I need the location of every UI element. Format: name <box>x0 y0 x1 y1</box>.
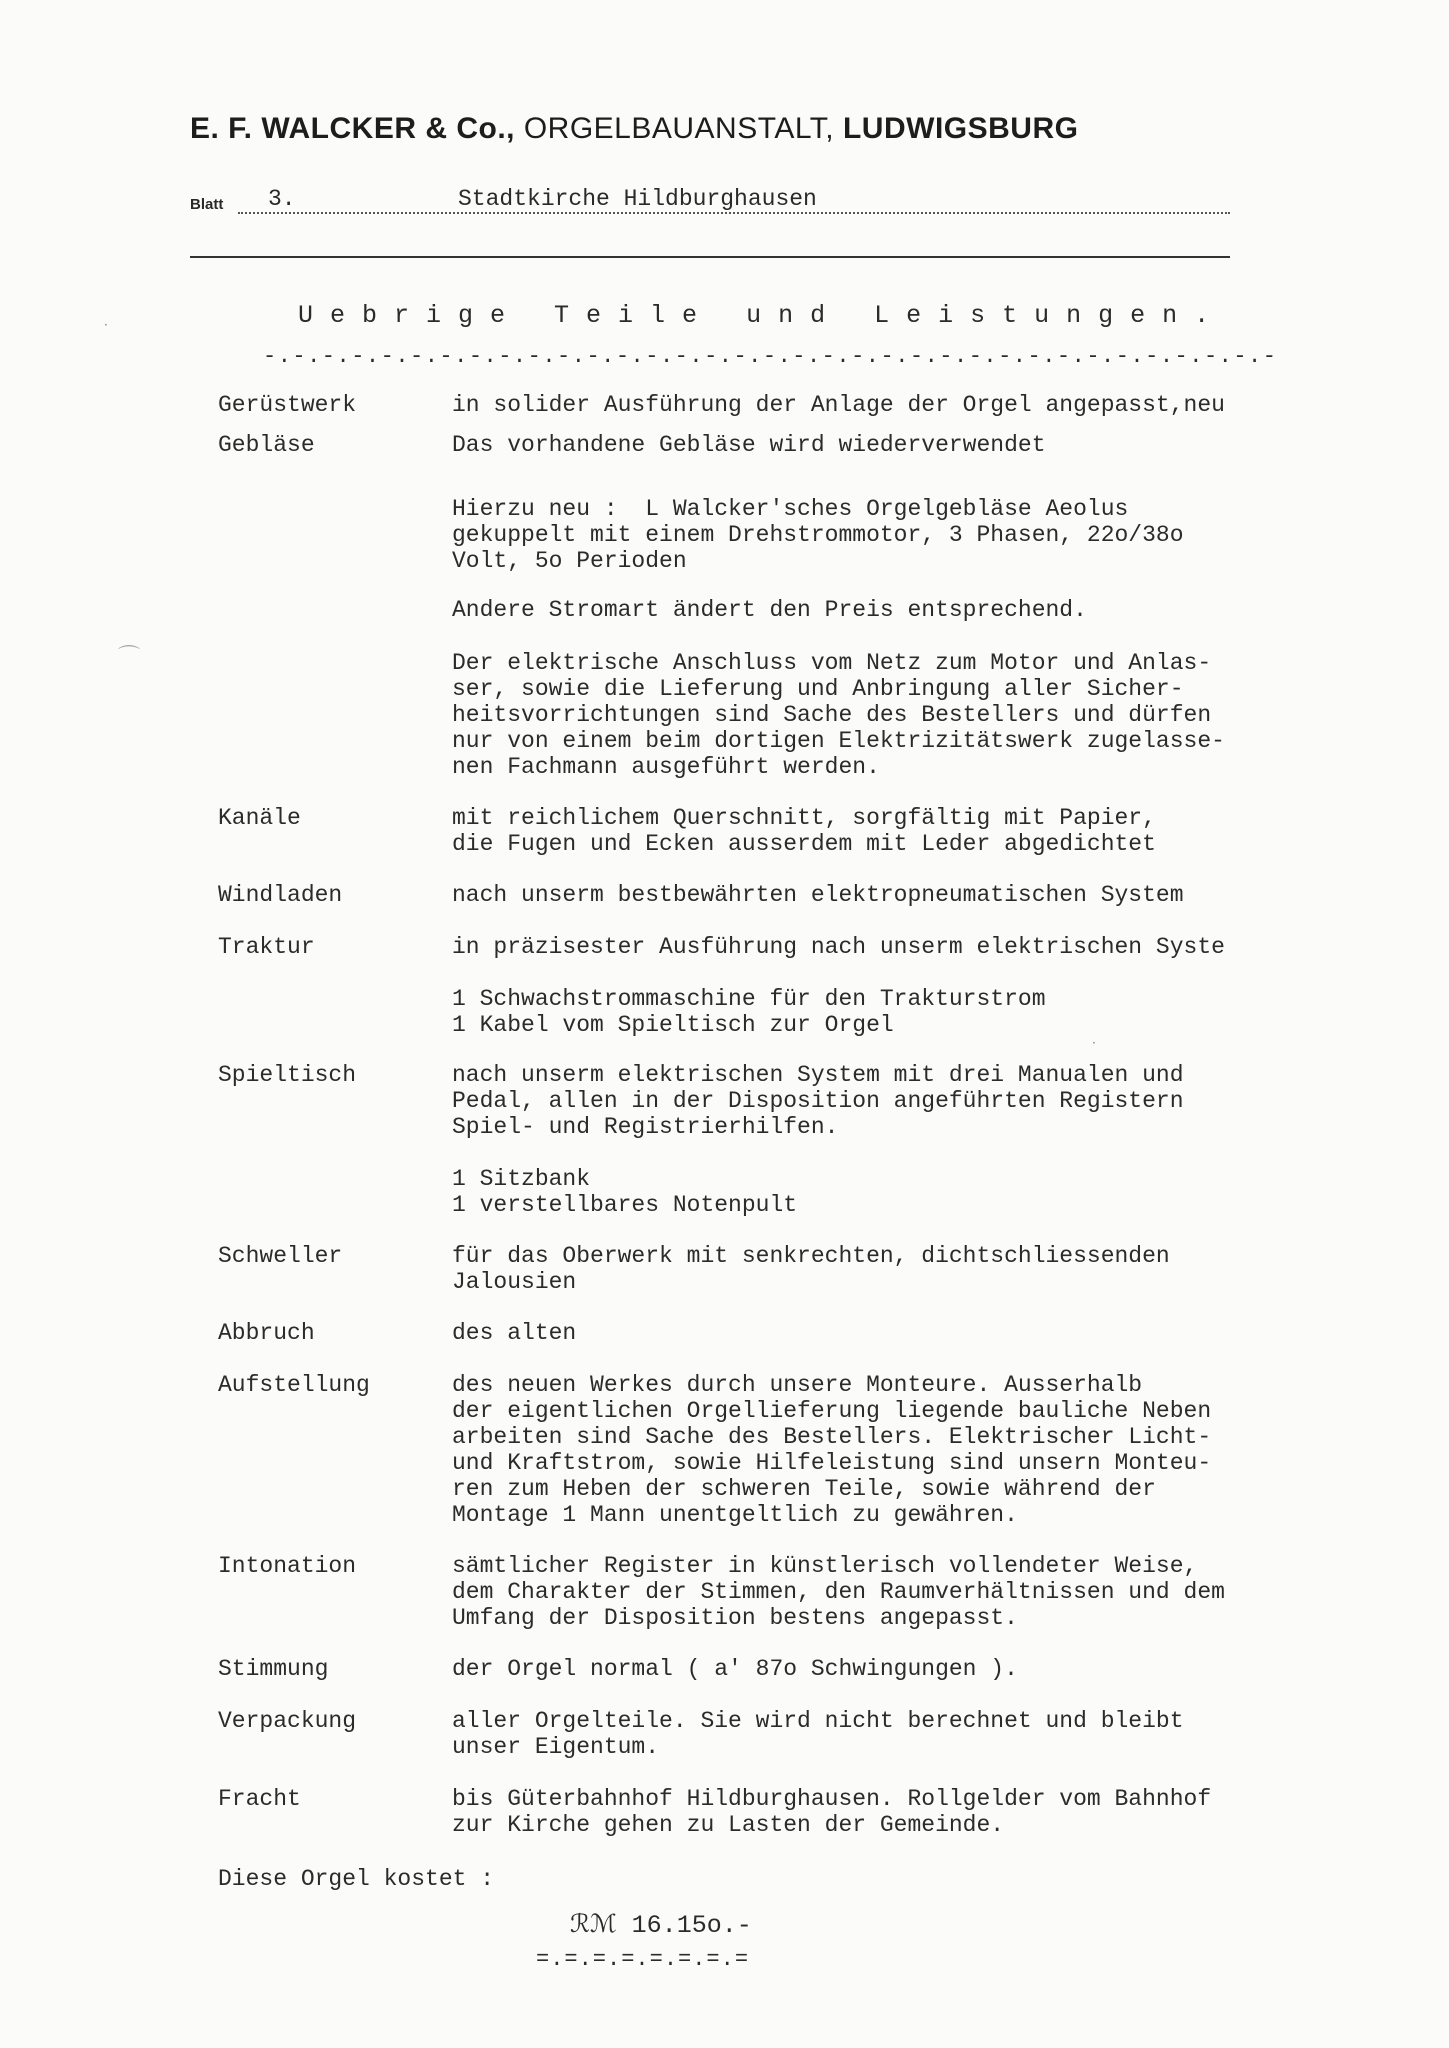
item-label: Intonation <box>218 1553 357 1579</box>
item-label: Gerüstwerk <box>218 392 357 418</box>
item-label: Aufstellung <box>218 1372 370 1398</box>
company-trade: ORGELBAUANSTALT, <box>515 112 843 145</box>
item-text: 1 Sitzbank 1 verstellbares Notenpult <box>452 1166 798 1218</box>
amount-underline: =.=.=.=.=.=.=.= <box>536 1947 750 1972</box>
scan-mark: ⌒ <box>118 645 141 670</box>
item-label: Stimmung <box>218 1656 329 1682</box>
item-label: Traktur <box>218 934 315 960</box>
item-text: sämtlicher Register in künstlerisch vollendeter Weise, dem Charakter der Stimmen, den Raumverhältnissen und dem Umfang der Disposition bestens angepasst. <box>452 1553 1225 1631</box>
item-text: Hierzu neu : L Walcker'sches Orgelgebläse Aeolus gekuppelt mit einem Drehstrommotor, 3 Phasen, 22o/38o Volt, 5o Perioden <box>452 496 1184 574</box>
sheet-line <box>190 188 1230 218</box>
company-name: E. F. WALCKER & Co., <box>190 112 515 145</box>
scan-mark: · <box>1092 1036 1096 1050</box>
sheet-title: Stadtkirche Hildburghausen <box>458 186 817 212</box>
item-text: Das vorhandene Gebläse wird wiederverwendet <box>452 432 1046 458</box>
sheet-number: 3. <box>268 186 296 212</box>
section-heading: U e b r i g e T e i l e u n d L e i s t u n g e n . <box>298 301 1211 330</box>
item-label: Verpackung <box>218 1708 357 1734</box>
total-label: Diese Orgel kostet : <box>218 1866 495 1892</box>
heading-underline: -.-.-.-.-.-.-.-.-.-.-.-.-.-.-.-.-.-.-.-.-.-.-.-.-.-.-.-.-.-.-.-.-.-.- <box>263 344 1278 369</box>
sheet-label: Blatt <box>190 196 224 213</box>
item-label: Fracht <box>218 1786 301 1812</box>
item-text: nach unserm elektrischen System mit drei Manualen und Pedal, allen in der Disposition angeführten Registern Spiel- und Registrierhilfen. <box>452 1062 1184 1140</box>
item-label: Windladen <box>218 882 343 908</box>
letterhead <box>190 112 1240 146</box>
item-text: in solider Ausführung der Anlage der Orgel angepasst,neu <box>452 392 1225 418</box>
total-amount: ℛℳ 16.15o.- <box>570 1911 752 1940</box>
item-label: Gebläse <box>218 432 315 458</box>
item-text: für das Oberwerk mit senkrechten, dichtschliessenden Jalousien <box>452 1243 1170 1295</box>
item-text: aller Orgelteile. Sie wird nicht berechnet und bleibt unser Eigentum. <box>452 1708 1184 1760</box>
item-text: in präzisester Ausführung nach unserm elektrischen Syste <box>452 934 1225 960</box>
dotted-line <box>238 212 1230 214</box>
item-text: der Orgel normal ( a' 87o Schwingungen ). <box>452 1656 1018 1682</box>
horizontal-rule <box>190 256 1230 258</box>
company-city: LUDWIGSBURG <box>842 112 1079 145</box>
item-text: bis Güterbahnhof Hildburghausen. Rollgelder vom Bahnhof zur Kirche gehen zu Lasten der Gemeinde. <box>452 1786 1212 1838</box>
item-text: Der elektrische Anschluss vom Netz zum Motor und Anlas- ser, sowie die Lieferung und Anbringung aller Sicher- heitsvorrichtungen sind Sache des Bestellers und dürfen nur von einem beim dortigen Elektrizitätswerk zugelasse- nen Fachmann ausgeführt werden. <box>452 650 1225 780</box>
item-text: des neuen Werkes durch unsere Monteure. Ausserhalb der eigentlichen Orgellieferung liegende bauliche Neben arbeiten sind Sache des Bestellers. Elektrischer Licht- und Kraftstrom, sowie Hilfeleistung sind unsern Monteu- ren zum Heben der schweren Teile, sowie während der Montage 1 Mann unentgeltlich zu gewähren. <box>452 1372 1212 1528</box>
scan-mark: · <box>104 318 108 332</box>
item-label: Abbruch <box>218 1320 315 1346</box>
item-label: Kanäle <box>218 805 301 831</box>
item-text: Andere Stromart ändert den Preis entsprechend. <box>452 597 1087 623</box>
item-text: 1 Schwachstrommaschine für den Trakturstrom 1 Kabel vom Spieltisch zur Orgel <box>452 986 1046 1038</box>
item-text: mit reichlichem Querschnitt, sorgfältig mit Papier, die Fugen und Ecken ausserdem mit Leder abgedichtet <box>452 805 1156 857</box>
item-text: des alten <box>452 1320 577 1346</box>
item-text: nach unserm bestbewährten elektropneumatischen System <box>452 882 1184 908</box>
item-label: Spieltisch <box>218 1062 357 1088</box>
item-label: Schweller <box>218 1243 343 1269</box>
